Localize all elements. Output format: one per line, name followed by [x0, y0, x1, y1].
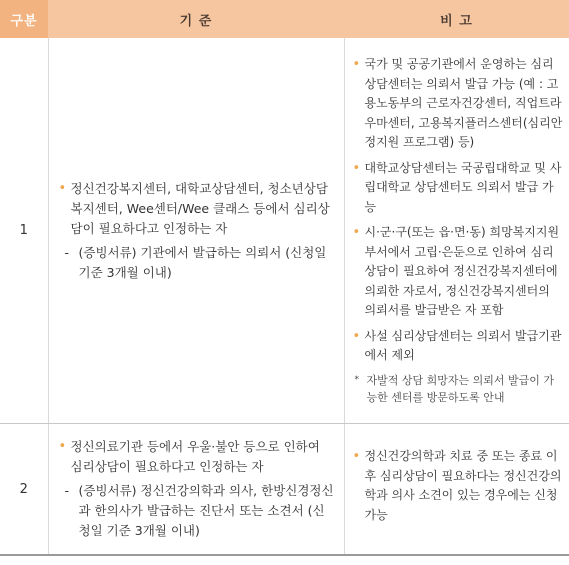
note-text: 사설 심리상담센터는 의뢰서 발급기관에서 제외 — [364, 328, 562, 363]
header-category: 구분 — [0, 0, 48, 38]
row-number: 2 — [0, 424, 48, 556]
bullet-icon: • — [352, 328, 361, 344]
basis-subitem — [59, 481, 336, 541]
note-item — [353, 327, 564, 366]
header-row — [0, 0, 569, 38]
note-text: 시·군·구(또는 읍·면·동) 희망복지지원부서에서 고립·은둔으로 인하여 심리상담이 필요하여 정신건강복지센터에 의뢰한 자로서, 정신건강복지센터의 의뢰서를 발급받은 자 포함 — [364, 225, 560, 318]
note-item — [353, 223, 564, 321]
footnote-text: 자발적 상담 희망자는 의뢰서 발급이 가능한 센터를 방문하도록 안내 — [366, 373, 554, 404]
header-note: 비 고 — [344, 0, 569, 38]
basis-subtext: (증빙서류) 기관에서 발급하는 의뢰서 (신청일 기준 3개월 이내) — [78, 244, 327, 280]
note-cell — [344, 424, 569, 556]
table-row — [0, 424, 569, 556]
asterisk-icon: * — [354, 374, 359, 385]
note-cell — [344, 38, 569, 424]
bullet-icon: • — [58, 180, 67, 196]
dash-icon: - — [64, 244, 70, 260]
note-footnote — [353, 372, 564, 406]
table-row — [0, 38, 569, 424]
basis-text: 정신의료기관 등에서 우울·불안 등으로 인하여 심리상담이 필요하다고 인정하는 자 — [70, 439, 320, 474]
bullet-icon: • — [352, 449, 361, 464]
row-number: 1 — [0, 38, 48, 424]
basis-text: 정신건강복지센터, 대학교상담센터, 청소년상담복지센터, Wee센터/Wee 클래스 등에서 심리상담이 필요하다고 인정하는 자 — [70, 180, 330, 236]
note-text: 정신건강의학과 치료 중 또는 종료 이후 심리상담이 필요하다는 정신건강의학과 의사 소견이 있는 경우에는 신청 가능 — [364, 449, 562, 522]
note-item — [353, 55, 564, 153]
dash-icon: - — [64, 483, 70, 498]
header-basis: 기 준 — [48, 0, 344, 38]
basis-cell — [48, 38, 344, 424]
bullet-icon: • — [352, 225, 361, 241]
basis-cell — [48, 424, 344, 556]
note-item — [353, 447, 564, 525]
basis-subtext: (증빙서류) 정신건강의학과 의사, 한방신경정신과 한의사가 발급하는 진단서 또는 소견서 (신청일 기준 3개월 이내) — [78, 483, 334, 538]
note-text: 국가 및 공공기관에서 운영하는 심리상담센터는 의뢰서 발급 가능 (예 : 고용노동부의 근로자건강센터, 직업트라우마센터, 고용복지플러스센터(심리안정지원 프로그램) 등) — [364, 57, 563, 150]
bullet-icon: • — [352, 57, 361, 73]
bullet-icon: • — [58, 439, 67, 454]
bullet-icon: • — [352, 160, 361, 176]
note-text: 대학교상담센터는 국공립대학교 및 사립대학교 상담센터도 의뢰서 발급 가능 — [364, 160, 562, 214]
basis-item — [59, 437, 336, 477]
basis-subitem — [59, 243, 336, 283]
basis-item — [59, 179, 336, 239]
note-item — [353, 159, 564, 218]
